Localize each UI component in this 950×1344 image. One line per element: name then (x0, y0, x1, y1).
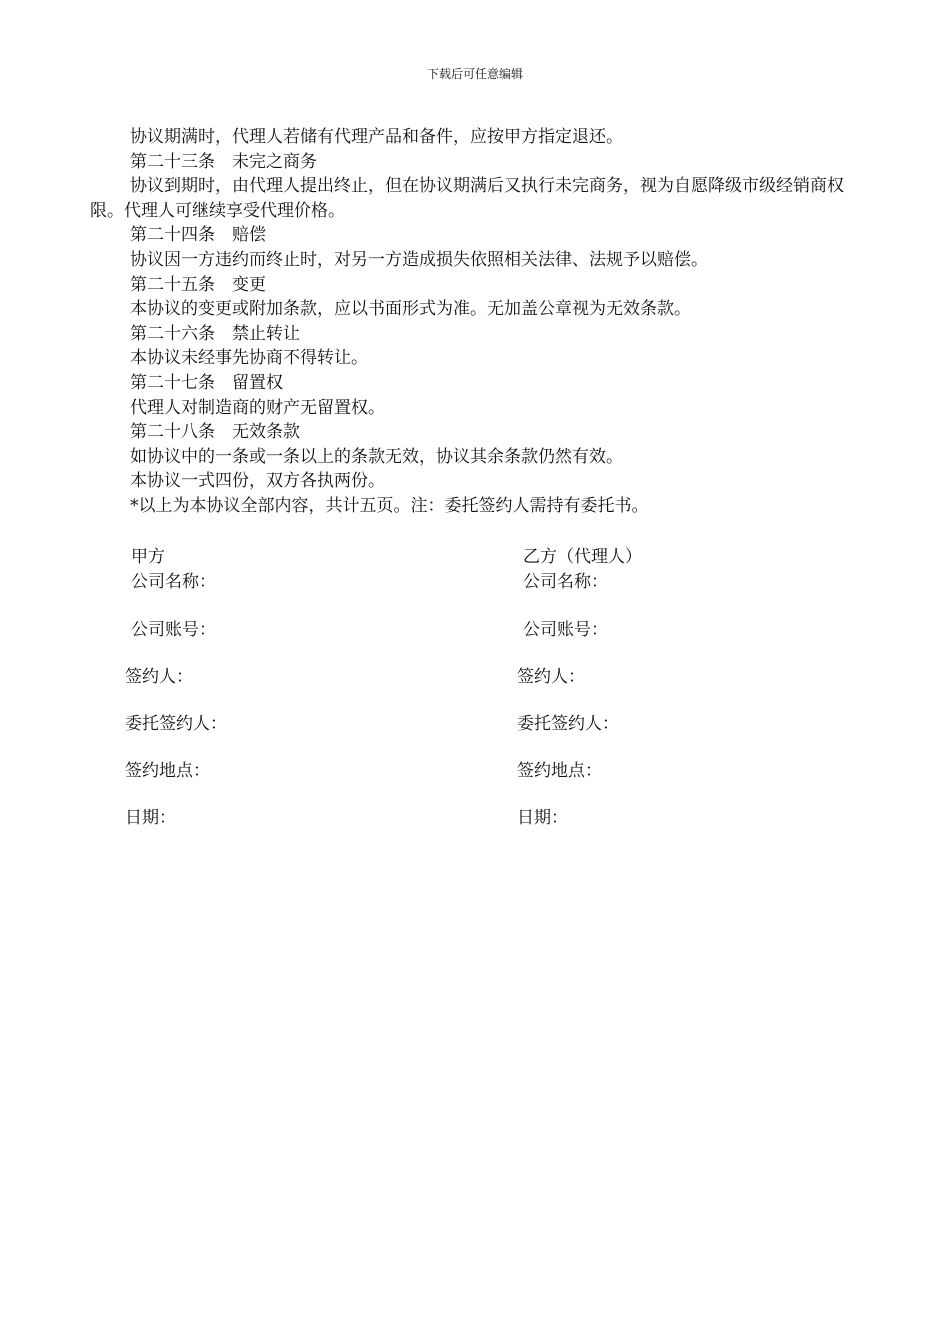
party-a-company-account-label: 公司账号： (131, 620, 216, 640)
agreement-body (90, 125, 870, 519)
party-a-date-label: 日期： (125, 808, 176, 828)
signature-row-company-account (0, 617, 950, 643)
paragraph-invalid-clauses: 如协议中的一条或一条以上的条款无效，协议其余条款仍然有效。 (130, 446, 623, 467)
party-b-company-name-label: 公司名称： (523, 572, 608, 592)
article-27-title: 第二十七条 留置权 (130, 372, 283, 393)
party-a-place-label: 签约地点： (125, 761, 210, 781)
paragraph-copies: 本协议一式四份，双方各执两份。 (130, 471, 385, 492)
party-a-authorized-signer-label: 委托签约人： (125, 714, 227, 734)
party-b-authorized-signer-label: 委托签约人： (517, 714, 619, 734)
signature-row-party (0, 544, 950, 570)
party-b-company-account-label: 公司账号： (523, 620, 608, 640)
signature-row-signer (0, 664, 950, 690)
signature-row-place (0, 758, 950, 784)
paragraph-compensation: 协议因一方违约而终止时，对另一方造成损失依照相关法律、法规予以赔偿。 (130, 249, 708, 270)
paragraph-lien: 代理人对制造商的财产无留置权。 (130, 397, 385, 418)
party-a-company-name-label: 公司名称： (131, 572, 216, 592)
paragraph-total-pages-note: *以上为本协议全部内容，共计五页。注：委托签约人需持有委托书。 (130, 495, 649, 516)
article-23-title: 第二十三条 未完之商务 (130, 151, 317, 172)
article-24-title: 第二十四条 赔偿 (130, 225, 266, 246)
article-25-title: 第二十五条 变更 (130, 274, 266, 295)
article-28-title: 第二十八条 无效条款 (130, 422, 300, 443)
party-a-title: 甲方 (131, 547, 165, 567)
paragraph-unfinished-business: 协议到期时，由代理人提出终止，但在协议期满后又执行未完商务，视为自愿降级市级经销商权限。代理人可继续享受代理价格。 (90, 176, 844, 221)
signature-row-authorized-signer (0, 711, 950, 737)
page-header: 下载后可任意编辑 (426, 67, 523, 81)
paragraph-no-transfer: 本协议未经事先协商不得转让。 (130, 348, 368, 369)
signature-row-date (0, 805, 950, 831)
party-b-title: 乙方（代理人） (523, 547, 642, 567)
article-26-title: 第二十六条 禁止转让 (130, 323, 300, 344)
party-b-place-label: 签约地点： (517, 761, 602, 781)
paragraph-amendment: 本协议的变更或附加条款，应以书面形式为准。无加盖公章视为无效条款。 (130, 299, 691, 320)
signature-row-company-name (0, 569, 950, 595)
party-b-date-label: 日期： (517, 808, 568, 828)
party-a-signer-label: 签约人： (125, 667, 193, 687)
party-b-signer-label: 签约人： (517, 667, 585, 687)
paragraph-return-products: 协议期满时，代理人若储有代理产品和备件，应按甲方指定退还。 (130, 127, 623, 147)
